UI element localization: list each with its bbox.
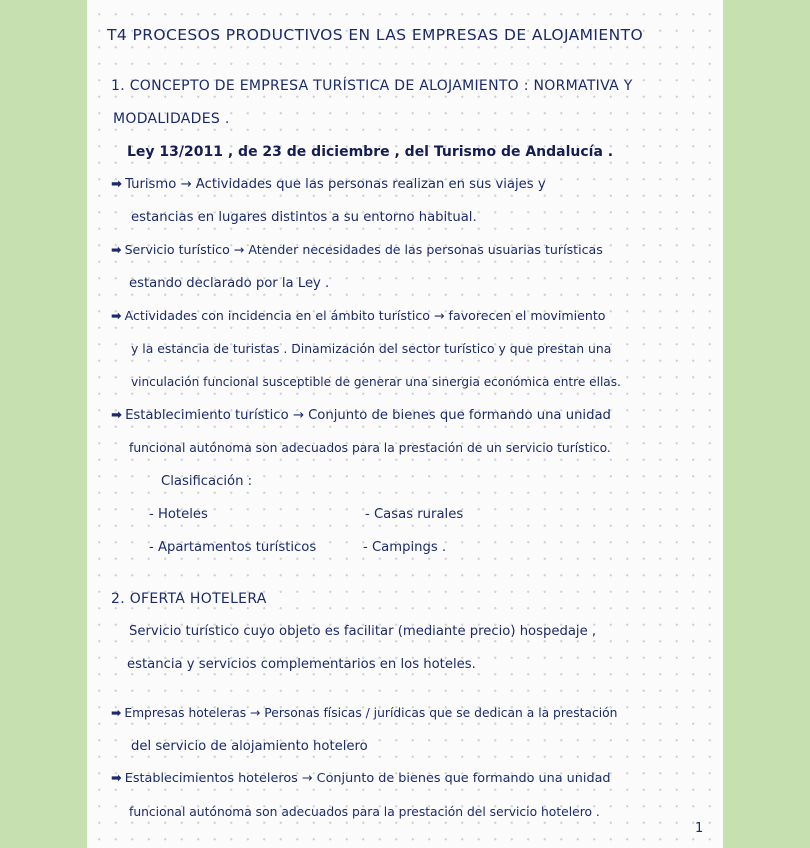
arrow-icon: ➡ [111, 408, 123, 423]
bullet-establecimiento-cont: funcional autónoma son adecuados para la prestación de un servicio turístico. [129, 441, 611, 455]
bullet-empresas-hoteleras [111, 707, 617, 719]
bullet-actividades-cont-1: y la estancia de turistas . Dinamización del sector turístico y que prestan una [131, 341, 612, 356]
bullet-text: Empresas hoteleras → Personas físicas / jurídicas que se dedican a la prestación [124, 706, 618, 720]
arrow-icon: ➡ [111, 308, 122, 323]
bullet-servicio-turistico-cont: estando declarado por la Ley . [129, 276, 330, 291]
section-2-intro: Servicio turístico cuyo objeto es facilitar (mediante precio) hospedaje , [129, 624, 597, 639]
bullet-establecimientos-hoteleros [111, 773, 611, 786]
arrow-icon: ➡ [111, 706, 122, 720]
bullet-text: Establecimiento turístico → Conjunto de bienes que formando una unidad [125, 408, 611, 423]
arrow-icon: ➡ [111, 242, 122, 257]
bullet-actividades-cont-2: vinculación funcional susceptible de generar una sinergia económica entre ellas. [131, 375, 621, 389]
arrow-icon: ➡ [111, 771, 122, 786]
bullet-turismo [111, 178, 546, 191]
classification-item-hoteles: - Hoteles [149, 507, 208, 522]
section-1-heading-cont: MODALIDADES . [113, 111, 230, 127]
bullet-servicio-turistico [111, 244, 603, 257]
classification-item-casas-rurales: - Casas rurales [365, 507, 464, 522]
law-reference: Ley 13/2011 , de 23 de diciembre , del Turismo de Andalucía . [127, 144, 614, 160]
bullet-turismo-cont: estancias en lugares distintos a su entorno habitual. [131, 210, 477, 225]
arrow-icon: ➡ [111, 177, 123, 192]
notebook-page [87, 0, 723, 848]
bullet-establecimientos-hoteleros-cont: funcional autónoma son adecuados para la prestación del servicio hotelero . [129, 805, 600, 819]
bullet-text: Actividades con incidencia en el ámbito turístico → favorecen el movimiento [124, 308, 606, 323]
classification-item-apartamentos: - Apartamentos turísticos [149, 540, 317, 555]
bullet-empresas-hoteleras-cont: del servicio de alojamiento hotelero [131, 739, 368, 754]
bullet-establecimiento [111, 409, 611, 422]
bullet-actividades [111, 310, 606, 323]
classification-item-campings: - Campings . [363, 540, 447, 555]
page-title: T4 PROCESOS PRODUCTIVOS EN LAS EMPRESAS DE ALOJAMIENTO [107, 26, 644, 44]
page-number: 1 [695, 821, 704, 836]
section-2-heading: 2. OFERTA HOTELERA [111, 591, 267, 607]
classification-label: Clasificación : [161, 474, 253, 489]
section-1-heading: 1. CONCEPTO DE EMPRESA TURÍSTICA DE ALOJAMIENTO : NORMATIVA Y [111, 78, 633, 94]
bullet-text: Turismo → Actividades que las personas realizan en sus viajes y [125, 177, 546, 192]
bullet-text: Servicio turístico → Atender necesidades de las personas usuarias turísticas [124, 242, 603, 257]
section-2-intro-cont: estancia y servicios complementarios en los hoteles. [127, 657, 476, 672]
bullet-text: Establecimientos hoteleros → Conjunto de bienes que formando una unidad [124, 771, 611, 786]
